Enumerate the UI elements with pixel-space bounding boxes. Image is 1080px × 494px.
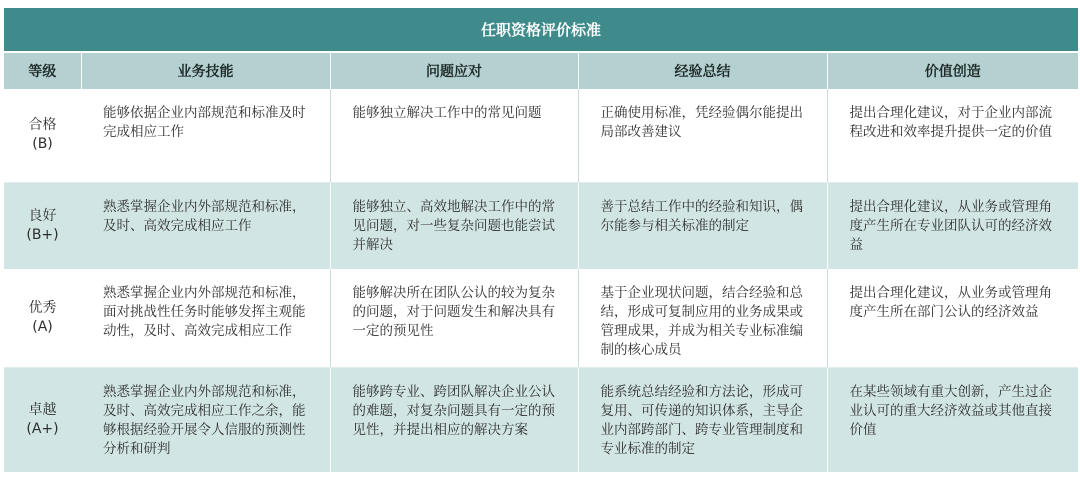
table-row — [4, 367, 1078, 472]
table-title: 任职资格评价标准 — [4, 8, 1078, 52]
level-name: 优秀 — [28, 299, 57, 316]
value-creation-cell: 提出合理化建议，对于企业内部流程改进和效率提升提供一定的价值 — [827, 89, 1078, 182]
experience-summary-cell: 善于总结工作中的经验和知识，偶尔能参与相关标准的制定 — [578, 182, 827, 269]
business-skills-cell: 熟悉掌握企业内外部规范和标准，面对挑战性任务时能够发挥主观能动性，及时、高效完成相应工作 — [81, 269, 330, 367]
header-experience-summary: 经验总结 — [578, 52, 827, 89]
header-problem-handling: 问题应对 — [330, 52, 578, 89]
business-skills-cell: 熟悉掌握企业内外部规范和标准，及时、高效完成相应工作 — [81, 182, 330, 269]
level-name: 合格 — [28, 117, 57, 134]
header-value-creation: 价值创造 — [827, 52, 1078, 89]
value-creation-cell: 在某些领域有重大创新，产生过企业认可的重大经济效益或其他直接价值 — [827, 367, 1078, 472]
header-level: 等级 — [4, 52, 81, 89]
table-row — [4, 182, 1078, 269]
experience-summary-cell: 基于企业现状问题，结合经验和总结，形成可复制应用的业务成果或管理成果，并成为相关专业标准编制的核心成员 — [578, 269, 827, 367]
level-code: (B) — [32, 136, 53, 153]
level-cell — [4, 182, 81, 269]
header-business-skills: 业务技能 — [81, 52, 330, 89]
level-code: (B+) — [26, 226, 59, 243]
level-cell — [4, 269, 81, 367]
business-skills-cell: 熟悉掌握企业内外部规范和标准，及时、高效完成相应工作之余，能够根据经验开展令人信服的预测性分析和研判 — [81, 367, 330, 472]
experience-summary-cell: 能系统总结经验和方法论，形成可复用、可传递的知识体系，主导企业内部跨部门、跨专业管理制度和专业标准的制定 — [578, 367, 827, 472]
level-name: 良好 — [28, 207, 57, 224]
level-name: 卓越 — [28, 401, 57, 418]
level-code: (A) — [32, 318, 53, 335]
value-creation-cell: 提出合理化建议，从业务或管理角度产生所在专业团队认可的经济效益 — [827, 182, 1078, 269]
problem-handling-cell: 能够解决所在团队公认的较为复杂的问题，对于问题发生和解决具有一定的预见性 — [330, 269, 578, 367]
evaluation-standard-table-container — [4, 8, 1078, 490]
level-cell — [4, 367, 81, 472]
table-row — [4, 89, 1078, 182]
problem-handling-cell: 能够独立、高效地解决工作中的常见问题，对一些复杂问题也能尝试并解决 — [330, 182, 578, 269]
level-cell — [4, 89, 81, 182]
experience-summary-cell: 正确使用标准，凭经验偶尔能提出局部改善建议 — [578, 89, 827, 182]
evaluation-standard-table — [4, 8, 1078, 472]
table-row — [4, 269, 1078, 367]
business-skills-cell: 能够依据企业内部规范和标准及时完成相应工作 — [81, 89, 330, 182]
level-code: (A+) — [26, 420, 59, 437]
problem-handling-cell: 能够独立解决工作中的常见问题 — [330, 89, 578, 182]
problem-handling-cell: 能够跨专业、跨团队解决企业公认的难题，对复杂问题具有一定的预见性，并提出相应的解决方案 — [330, 367, 578, 472]
value-creation-cell: 提出合理化建议，从业务或管理角度产生所在部门公认的经济效益 — [827, 269, 1078, 367]
